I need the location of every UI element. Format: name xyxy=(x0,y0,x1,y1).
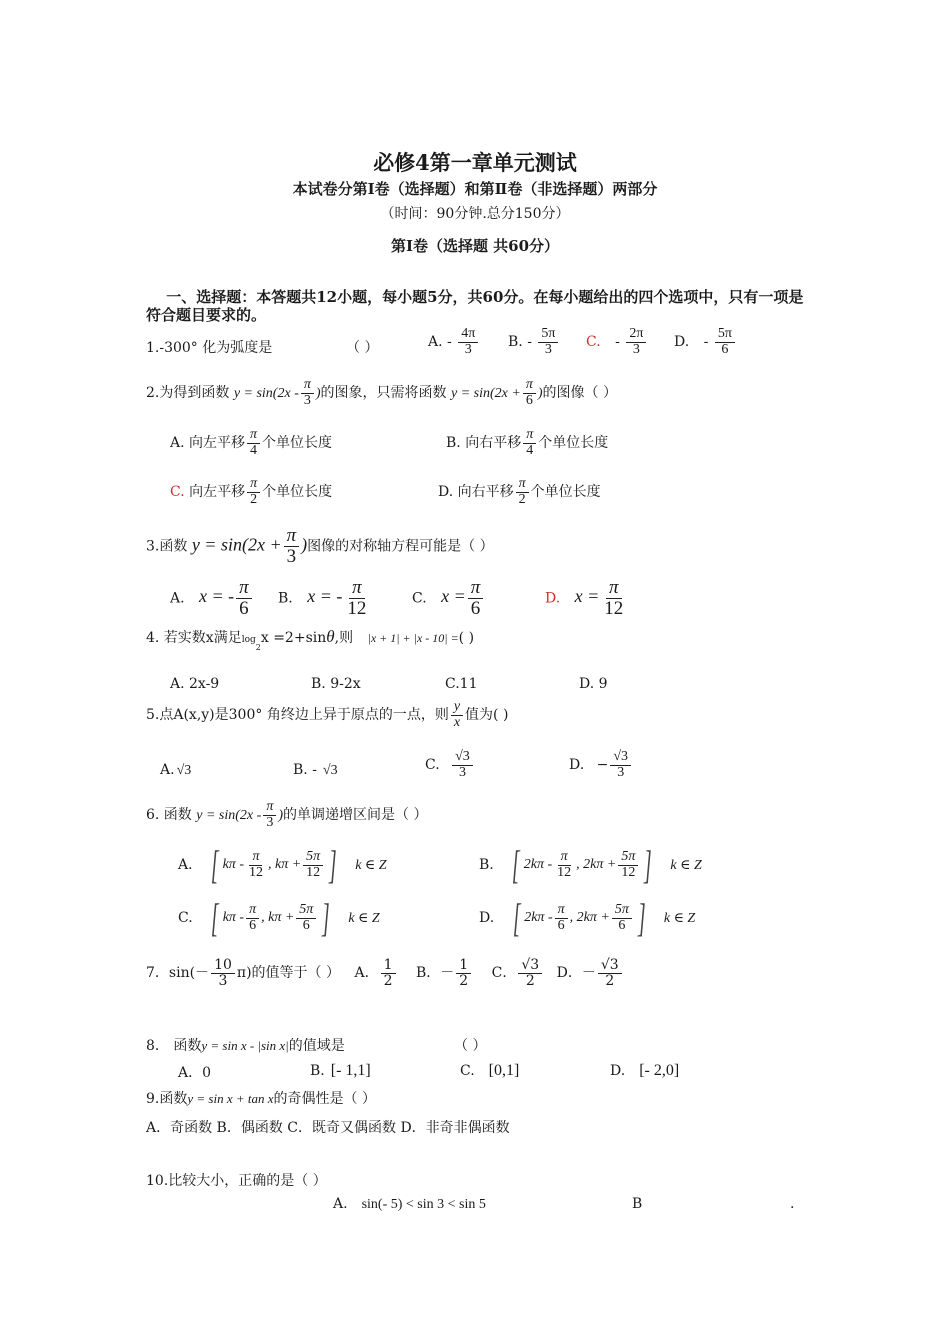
exam-structure-note: 本试卷分第Ⅰ卷（选择题）和第Ⅱ卷（非选择题）两部分 xyxy=(292,180,658,198)
question-10-stem: 10.比较大小，正确的是（ ） xyxy=(146,1173,327,1189)
fraction: $\frac{\pi}{6}$ xyxy=(236,578,252,619)
section-instructions: 一、选择题：本答题共12小题，每小题5分，共60分。在每小题给出的四个选项中，只有一项是符合题目要求的。 xyxy=(146,288,804,324)
question-8-answer-paren: （ ） xyxy=(454,1038,487,1054)
fraction: $\frac{√3}{3}$ xyxy=(610,750,631,780)
question-2-stem: 2.为得到函数 y = sin(2x - $\frac{\pi}{3}$ )的图象，只需将函数 y = sin(2x + $\frac{\pi}{6}$ )的图像（ ） xyxy=(146,377,617,408)
question-1-stem: 1.-300° 化为弧度是 xyxy=(146,340,273,356)
question-2-option-b: B. 向右平移 $\frac{\pi}{4}$ 个单位长度 xyxy=(446,427,609,458)
question-3-option-a: A. x = - $\frac{\pi}{6}$ xyxy=(170,578,254,619)
question-3-option-d: D. x = $\frac{\pi}{12}$ xyxy=(545,578,628,619)
option-label-highlighted: D. xyxy=(545,590,561,607)
question-4-option-b: B. 9-2x xyxy=(311,676,361,692)
fraction: $\frac{5\pi}{6}$ xyxy=(715,327,735,357)
interval: [ kπ - $\frac{\pi}{6}$ , kπ + $\frac{5\pi}{6}$ ] xyxy=(211,895,330,940)
question-3-option-b: B. x = - $\frac{\pi}{12}$ xyxy=(278,578,371,619)
fraction: $\frac{1}{2}$ xyxy=(381,958,396,988)
fraction: $\frac{5\pi}{3}$ xyxy=(538,327,558,357)
interval: [ 2kπ - $\frac{\pi}{6}$ , 2kπ + $\frac{5\pi}{6}$ ] xyxy=(512,895,646,940)
question-4-option-d: D. 9 xyxy=(579,676,608,692)
fraction: $\frac{√3}{3}$ xyxy=(452,750,473,780)
question-8-option-d: D. [- 2,0] xyxy=(610,1062,680,1079)
question-3-option-c: C. x = $\frac{\pi}{6}$ xyxy=(412,578,485,619)
question-6-option-c: C. [ kπ - $\frac{\pi}{6}$ , kπ + $\frac{5\pi}{6}$ ] k ∈ Z xyxy=(178,895,380,940)
option-label-highlighted: C. xyxy=(170,484,185,501)
question-8-option-a: A．0 xyxy=(178,1065,212,1081)
question-1-option-d: D. - $\frac{5\pi}{6}$ xyxy=(674,327,737,357)
question-8-option-b: B. [- 1,1] xyxy=(310,1062,371,1079)
question-9-options: A．奇函数 B．偶函数 C．既奇又偶函数 D．非奇非偶函数 xyxy=(146,1120,510,1136)
interval: [ kπ - $\frac{\pi}{12}$ , kπ + $\frac{5\pi}{12}$ ] xyxy=(210,842,337,887)
interval: [ 2kπ - $\frac{\pi}{12}$ , 2kπ + $\frac{5\pi}{12}$ ] xyxy=(512,842,653,887)
fraction: $\frac{√3}{2}$ xyxy=(518,958,542,988)
question-4-stem: 4. 若实数x满足$\log_2x =2+\sin\theta$,则 |x + 1| + |x - 10| =( ) xyxy=(146,627,475,652)
question-6-option-a: A. [ kπ - $\frac{\pi}{12}$ , kπ + $\frac{5\pi}{12}$ ] k ∈ Z xyxy=(178,842,387,887)
fraction: $\frac{\pi}{6}$ xyxy=(555,903,568,933)
page-title: 必修4第一章单元测试 xyxy=(373,150,577,175)
fraction: $\frac{\pi}{4}$ xyxy=(247,428,260,458)
fraction: $\frac{\pi}{6}$ xyxy=(468,578,484,619)
question-5-option-d: D. − $\frac{√3}{3}$ xyxy=(569,750,633,780)
time-info: （时间：90分钟.总分150分） xyxy=(380,206,570,222)
question-6-option-d: D. [ 2kπ - $\frac{\pi}{6}$ , 2kπ + $\frac{5\pi}{6}$ ] k ∈ Z xyxy=(479,895,696,940)
question-2-option-a: A. 向左平移 $\frac{\pi}{4}$ 个单位长度 xyxy=(170,427,333,458)
fraction: $\frac{\pi}{2}$ xyxy=(516,477,529,507)
question-8-stem: 8． 函数y = sin x - |sin x|的值域是 xyxy=(146,1038,345,1054)
question-1-option-b xyxy=(508,327,560,357)
fraction: $\frac{1}{2}$ xyxy=(456,958,471,988)
fraction: $\frac{\pi}{12}$ xyxy=(347,577,367,619)
question-9-stem: 9.函数y = sin x + tan x的奇偶性是（ ） xyxy=(146,1091,376,1107)
fraction: $\frac{\pi}{3}$ xyxy=(301,378,314,408)
question-10-trailing-dot: . xyxy=(790,1196,795,1212)
fraction: $\frac{\pi}{3}$ xyxy=(263,800,276,830)
question-2-option-c: C. 向左平移 $\frac{\pi}{2}$ 个单位长度 xyxy=(170,476,333,507)
fraction: $\frac{5\pi}{6}$ xyxy=(296,903,316,933)
fraction: $\frac{5\pi}{12}$ xyxy=(303,850,323,880)
fraction: $\frac{y}{x}$ xyxy=(451,700,463,730)
option-label-highlighted: C. xyxy=(586,334,601,351)
fraction: $\frac{\pi}{2}$ xyxy=(247,477,260,507)
fraction: $\frac{\pi}{12}$ xyxy=(557,848,572,880)
question-8-option-c: C. [0,1] xyxy=(460,1062,520,1079)
question-5-option-a: A. √3 xyxy=(160,762,192,778)
fraction: $\frac{\pi}{12}$ xyxy=(604,577,624,619)
part-title: 第Ⅰ卷（选择题 共60分） xyxy=(390,237,560,255)
fraction: $\frac{2\pi}{3}$ xyxy=(626,327,646,357)
question-6-option-b: B. [ 2kπ - $\frac{\pi}{12}$ , 2kπ + $\frac{5\pi}{12}$ ] k ∈ Z xyxy=(479,842,702,887)
question-5-option-b: B. - √3 xyxy=(293,762,338,778)
fraction: $\frac{\pi}{6}$ xyxy=(523,378,536,408)
fraction: $\frac{\pi}{12}$ xyxy=(248,848,263,880)
question-5-option-c: C. $\frac{√3}{3}$ xyxy=(425,750,475,780)
option-label: A. - xyxy=(428,334,452,351)
question-1-option-a xyxy=(428,327,480,357)
question-4-option-a: A. 2x-9 xyxy=(170,676,220,692)
question-4-option-c: C.11 xyxy=(445,676,478,692)
question-7: 7．sin(－ $\frac{10}{3}$ π)的值等于（ ） A． $\frac{1}{2}$ B．－ $\frac{1}{2}$ C． $\frac{√3}{2}$ D．－ $\frac{√3}{2}$ xyxy=(146,958,624,988)
option-label: B. - xyxy=(508,334,532,351)
question-10-option-b: B xyxy=(632,1196,643,1212)
fraction: $\frac{√3}{2}$ xyxy=(598,958,622,988)
question-1-option-c: C. - $\frac{2\pi}{3}$ xyxy=(586,327,648,357)
fraction: $\frac{10}{3}$ xyxy=(211,958,235,988)
option-label: D. xyxy=(674,334,690,351)
question-2-option-d: D. 向右平移 $\frac{\pi}{2}$ 个单位长度 xyxy=(438,476,601,507)
fraction: $\frac{5\pi}{12}$ xyxy=(618,850,638,880)
question-3-stem: 3.函数 y = sin(2x + $\frac{\pi}{3}$ )图像的对称轴方程可能是（ ） xyxy=(146,525,494,567)
fraction: $\frac{5\pi}{6}$ xyxy=(612,903,632,933)
question-10-option-a: A. sin(- 5) < sin 3 < sin 5 xyxy=(333,1196,486,1212)
fraction: $\frac{\pi}{3}$ xyxy=(284,526,300,567)
question-6-stem: 6. 函数 y = sin(2x - $\frac{\pi}{3}$ )的单调递增区间是（ ） xyxy=(146,799,428,830)
fraction: $\frac{\pi}{6}$ xyxy=(246,903,259,933)
fraction: $\frac{\pi}{4}$ xyxy=(523,428,536,458)
fraction: $\frac{4\pi}{3}$ xyxy=(458,327,478,357)
question-5-stem: 5.点A(x,y)是300° 角终边上异于原点的一点，则 $\frac{y}{x}$ 值为( ) xyxy=(146,699,509,730)
question-1-answer-paren: （ ） xyxy=(346,340,379,356)
